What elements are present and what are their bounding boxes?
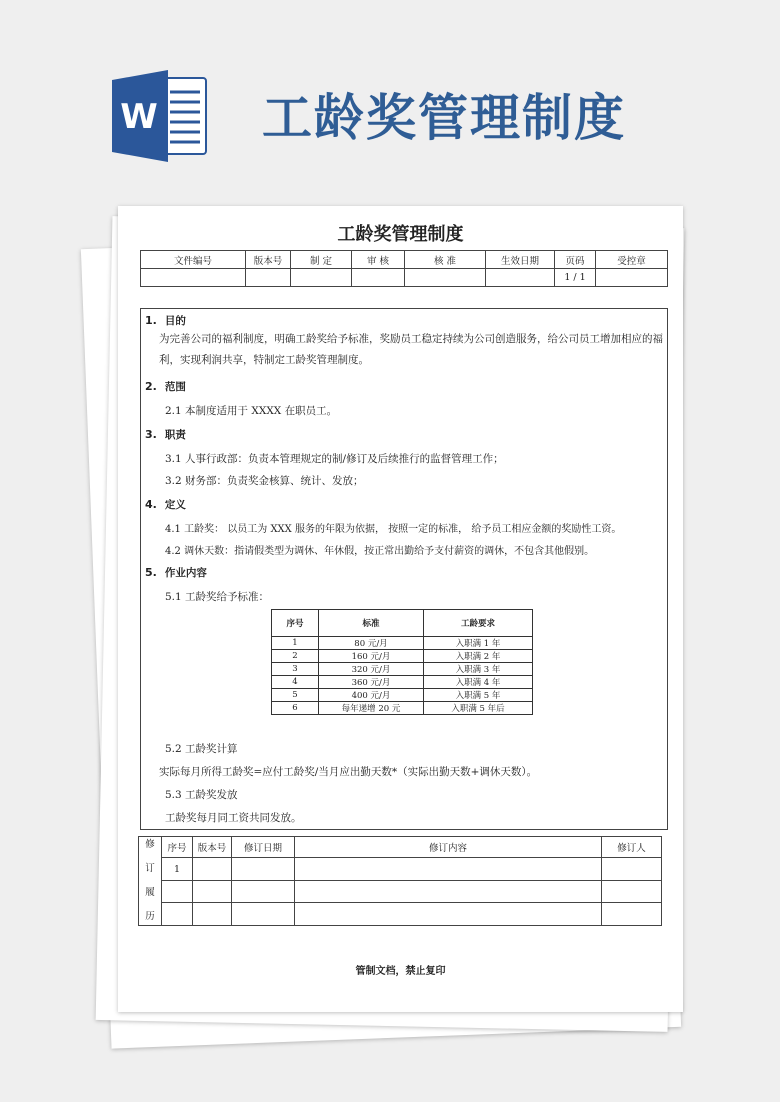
std-cell-standard: 360 元/月 bbox=[319, 676, 424, 689]
revision-header-date: 修订日期 bbox=[232, 837, 295, 858]
revision-side-label bbox=[139, 837, 162, 926]
revision-cell bbox=[602, 903, 662, 926]
responsibility-item-3-2: 3.2 财务部：负责奖金核算、统计、发放； bbox=[165, 475, 364, 487]
revision-side-char: 修 bbox=[145, 839, 155, 850]
seniority-standard-table bbox=[271, 609, 533, 715]
definition-item-4-1: 4.1 工龄奖： 以员工为 XXX 服务的年限为依据， 按照一定的标准， 给予员工相应金额的奖励性工资。 bbox=[165, 524, 622, 535]
revision-cell bbox=[193, 858, 232, 881]
revision-cell bbox=[232, 903, 295, 926]
std-header-requirement: 工龄要求 bbox=[424, 610, 533, 637]
header-value-cell bbox=[486, 269, 555, 287]
revision-cell bbox=[602, 858, 662, 881]
revision-cell bbox=[162, 903, 193, 926]
header-label-control-stamp: 受控章 bbox=[596, 251, 668, 269]
std-cell-no: 2 bbox=[272, 650, 319, 663]
std-cell-requirement: 入职满 1 年 bbox=[424, 637, 533, 650]
revision-header-reviser: 修订人 bbox=[602, 837, 662, 858]
std-header-no: 序号 bbox=[272, 610, 319, 637]
responsibility-item-3-1: 3.1 人事行政部：负责本管理规定的制/修订及后续推行的监督管理工作； bbox=[165, 453, 504, 465]
header-label-reviewed: 审 核 bbox=[352, 251, 405, 269]
controlled-document-notice: 管制文档，禁止复印 bbox=[355, 966, 446, 977]
section-heading-definitions: 4. 定义 bbox=[145, 498, 186, 511]
header-label-version: 版本号 bbox=[246, 251, 291, 269]
revision-side-char: 履 bbox=[145, 887, 155, 898]
table-row bbox=[272, 663, 533, 676]
table-row bbox=[272, 676, 533, 689]
operation-item-5-2: 5.2 工龄奖计算 bbox=[165, 743, 238, 755]
revision-cell-no: 1 bbox=[162, 858, 193, 881]
scope-item-2-1: 2.1 本制度适用于 XXXX 在职员工。 bbox=[165, 405, 338, 417]
banner-title: 工龄奖管理制度 bbox=[262, 89, 626, 147]
header-value-cell bbox=[596, 269, 668, 287]
std-cell-requirement: 入职满 2 年 bbox=[424, 650, 533, 663]
std-cell-no: 3 bbox=[272, 663, 319, 676]
operation-item-5-3: 5.3 工龄奖发放 bbox=[165, 789, 238, 801]
definition-item-4-2: 4.2 调休天数：指请假类型为调休、年休假，按正常出勤给予支付薪资的调休，不包含其他假别。 bbox=[165, 546, 595, 557]
revision-cell bbox=[193, 880, 232, 903]
document-title: 工龄奖管理制度 bbox=[337, 224, 464, 245]
svg-text:W: W bbox=[120, 97, 158, 137]
revision-cell bbox=[232, 858, 295, 881]
table-row bbox=[272, 650, 533, 663]
header-page-number: 1 / 1 bbox=[555, 269, 596, 287]
content-frame bbox=[140, 308, 668, 830]
table-row bbox=[139, 880, 662, 903]
section-heading-purpose: 1. 目的 bbox=[145, 314, 186, 327]
header-value-cell bbox=[141, 269, 246, 287]
table-row bbox=[139, 903, 662, 926]
revision-cell bbox=[295, 858, 602, 881]
revision-cell bbox=[295, 880, 602, 903]
header-label-page: 页码 bbox=[555, 251, 596, 269]
std-cell-standard: 每年递增 20 元 bbox=[319, 702, 424, 715]
std-cell-standard: 320 元/月 bbox=[319, 663, 424, 676]
std-cell-no: 5 bbox=[272, 689, 319, 702]
std-header-standard: 标准 bbox=[319, 610, 424, 637]
revision-cell bbox=[232, 880, 295, 903]
table-row bbox=[139, 858, 662, 881]
revision-history-table bbox=[138, 836, 662, 926]
header-value-cell bbox=[291, 269, 352, 287]
std-cell-standard: 400 元/月 bbox=[319, 689, 424, 702]
operation-item-5-1: 5.1 工龄奖给予标准： bbox=[165, 591, 270, 603]
table-row bbox=[272, 702, 533, 715]
header-label-drafted: 制 定 bbox=[291, 251, 352, 269]
section-heading-operations: 5. 作业内容 bbox=[145, 566, 207, 579]
table-row bbox=[272, 637, 533, 650]
revision-cell bbox=[602, 880, 662, 903]
section-purpose-body: 为完善公司的福利制度，明确工龄奖给予标准，奖励员工稳定持续为公司创造服务，给公司员工增加相应的福利，实现利润共享，特制定工龄奖管理制度。 bbox=[159, 333, 663, 366]
std-cell-requirement: 入职满 5 年后 bbox=[424, 702, 533, 715]
std-cell-no: 6 bbox=[272, 702, 319, 715]
revision-side-char: 订 bbox=[145, 863, 155, 874]
header-value-cell bbox=[246, 269, 291, 287]
revision-cell bbox=[193, 903, 232, 926]
section-heading-responsibilities: 3. 职责 bbox=[145, 428, 186, 441]
revision-header-version: 版本号 bbox=[193, 837, 232, 858]
std-cell-requirement: 入职满 4 年 bbox=[424, 676, 533, 689]
payment-note: 工龄奖每月同工资共同发放。 bbox=[165, 812, 302, 824]
std-cell-standard: 80 元/月 bbox=[319, 637, 424, 650]
revision-cell bbox=[295, 903, 602, 926]
header-value-cell bbox=[405, 269, 486, 287]
document-header-table bbox=[140, 250, 668, 287]
revision-side-char: 历 bbox=[145, 911, 155, 922]
header-label-doc-no: 文件编号 bbox=[141, 251, 246, 269]
section-heading-scope: 2. 范围 bbox=[145, 380, 186, 393]
revision-cell bbox=[162, 880, 193, 903]
table-row bbox=[272, 689, 533, 702]
std-cell-requirement: 入职满 5 年 bbox=[424, 689, 533, 702]
header-label-approved: 核 准 bbox=[405, 251, 486, 269]
header-label-effective-date: 生效日期 bbox=[486, 251, 555, 269]
revision-header-content: 修订内容 bbox=[295, 837, 602, 858]
std-cell-no: 4 bbox=[272, 676, 319, 689]
std-cell-requirement: 入职满 3 年 bbox=[424, 663, 533, 676]
word-logo-icon bbox=[112, 70, 210, 162]
header-value-cell bbox=[352, 269, 405, 287]
std-cell-standard: 160 元/月 bbox=[319, 650, 424, 663]
std-cell-no: 1 bbox=[272, 637, 319, 650]
document-page bbox=[118, 206, 683, 1012]
calculation-formula: 实际每月所得工龄奖=应付工龄奖/当月应出勤天数*（实际出勤天数+调休天数）。 bbox=[159, 766, 538, 778]
revision-header-no: 序号 bbox=[162, 837, 193, 858]
